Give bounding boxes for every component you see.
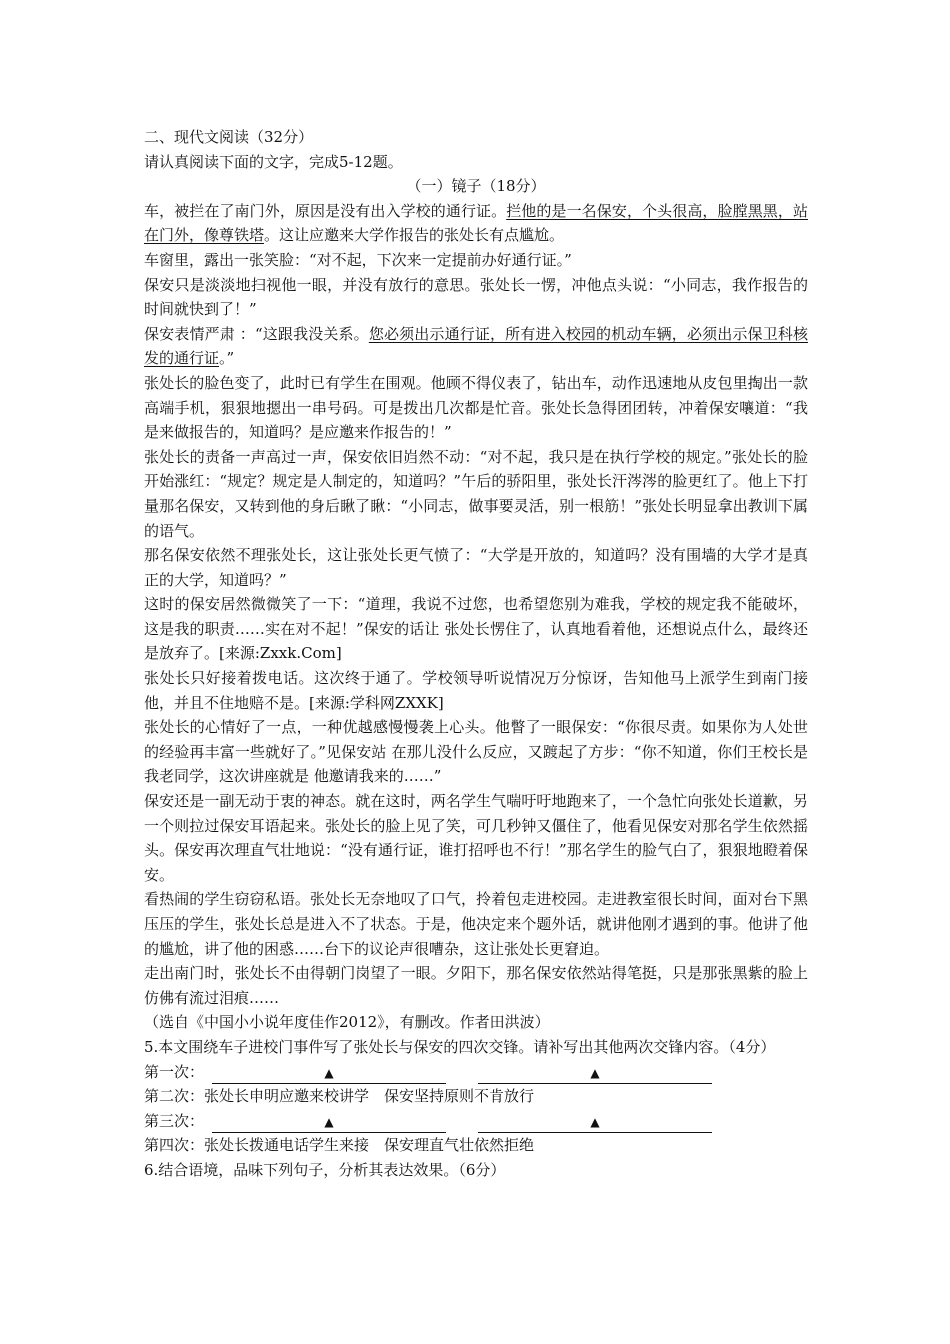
paragraph-3: 保安只是淡淡地扫视他一眼，并没有放行的意思。张处长一愣，冲他点头说：“小同志，我作报告的时间就快到了！” [144,275,808,319]
answer-row-third [144,1109,808,1134]
paragraph-12: 看热闹的学生窃窃私语。张处长无奈地叹了口气，拎着包走进校园。走进教室很长时间，面对台下黑压压的学生，张处长总是进入不了状态。于是，他决定来个题外话，就讲他刚才遇到的事。他讲了他的尴尬，讲了他的困惑……台下的议论声很嘈杂，这让张处长更窘迫。 [144,890,808,958]
answer-label-third: 第三次： [144,1111,205,1130]
answer-row-first [144,1060,808,1085]
answer-label-first: 第一次： [144,1062,205,1081]
paragraph-5: 张处长的脸色变了，此时已有学生在围观。他顾不得仪表了，钻出车，动作迅速地从皮包里掏出一款高端手机，狠狠地摁出一串号码。可是拨出几次都是忙音。张处长急得团团转，冲着保安嚷道：“我是来做报告的，知道吗？是应邀来作报告的！” [144,373,808,442]
paragraph-11: 保安还是一副无动于衷的神态。就在这时，两名学生气喘吁吁地跑来了，一个急忙向张处长道歉，另一个则拉过保安耳语起来。张处长的脸上见了笑，可几秒钟又僵住了，他看见保安对那名学生依然摇头。保安再次理直气壮地说：“没有通行证，谁打招呼也不行！”那名学生的脸气白了，狠狠地瞪着保安。 [144,792,808,884]
paragraph-10: 张处长的心情好了一点，一种优越感慢慢袭上心头。他瞥了一眼保安：“你很尽责。如果你为人处世的经验再丰富一些就好了。”见保安站 在那儿没什么反应，又踱起了方步：“你不知道，你们王校长是我老同学，这次讲座就是 他邀请我来的……” [144,718,808,786]
document-page [144,125,808,1183]
story-title: （一）镜子（18分） [406,177,546,196]
answer-second: 第二次：张处长申明应邀来校讲学 保安坚持原则不肯放行 [144,1087,535,1106]
paragraph-2: 车窗里，露出一张笑脸：“对不起，下次来一定提前办好通行证。” [144,250,572,269]
answer-blank-3a[interactable]: ▲ [212,1112,446,1133]
paragraph-4: 保安表情严肃 ：“这跟我没关系。您必须出示通行证，所有进入校园的机动车辆，必须出示保卫科核发的通行证。” [144,324,808,368]
answer-blank-1b[interactable]: ▲ [478,1063,712,1084]
instruction: 请认真阅读下面的文字，完成5-12题。 [144,152,403,171]
question-6: 6.结合语境，品味下列句子，分析其表达效果。（6分） [144,1160,506,1179]
paragraph-9: 张处长只好接着拨电话。这次终于通了。学校领导听说情况万分惊讶，告知他马上派学生到南门接他，并且不住地赔不是。[来源:学科网ZXXK] [144,669,808,712]
paragraph-13: 走出南门时，张处长不由得朝门岗望了一眼。夕阳下，那名保安依然站得笔挺，只是那张黑紫的脸上仿佛有流过泪痕…… [144,964,808,1007]
section-title: 二、现代文阅读（32分） [144,128,314,146]
answer-blank-1a[interactable]: ▲ [212,1063,446,1084]
answer-fourth: 第四次：张处长拨通电话学生来接 保安理直气壮依然拒绝 [144,1136,535,1155]
paragraph-6: 张处长的责备一声高过一声，保安依旧岿然不动：“对不起，我只是在执行学校的规定。”张处长的脸开始涨红：“规定？规定是人制定的，知道吗？”午后的骄阳里，张处长汗涔涔的脸更红了。他上下打量那名保安，又转到他的身后瞅了瞅：“小同志，做事要灵活，别一根筋！”张处长明显拿出教训下属的语气。 [144,447,808,540]
underlined-sentence-2: 您必须出示通行证，所有进入校园的机动车辆，必须出示保卫科核发的通行证 [144,324,808,368]
question-5: 5.本文围绕车子进校门事件写了张处长与保安的四次交锋。请补写出其他两次交锋内容。（4分） [144,1037,776,1056]
answer-blank-3b[interactable]: ▲ [478,1112,712,1133]
underlined-sentence-1: 拦他的是一名保安，个头很高，脸膛黑黑，站在门外，像尊铁塔 [144,201,808,245]
source-note: （选自《中国小小说年度佳作2012》，有删改。作者田洪波） [144,1013,550,1032]
paragraph-8: 这时的保安居然微微笑了一下：“道理，我说不过您，也希望您别为难我，学校的规定我不能破坏，这是我的职责……实在对不起！”保安的话让 张处长愣住了，认真地看着他，还想说点什么，最终还是放弃了。[来源:Zxxk.Com] [144,595,808,663]
paragraph-7: 那名保安依然不理张处长，这让张处长更气愤了：“大学是开放的，知道吗？没有围墙的大学才是真正的大学，知道吗？” [144,546,808,589]
paragraph-1: 车，被拦在了南门外，原因是没有出入学校的通行证。拦他的是一名保安，个头很高，脸膛黑黑，站在门外，像尊铁塔。这让应邀来大学作报告的张处长有点尴尬。 [144,201,808,245]
